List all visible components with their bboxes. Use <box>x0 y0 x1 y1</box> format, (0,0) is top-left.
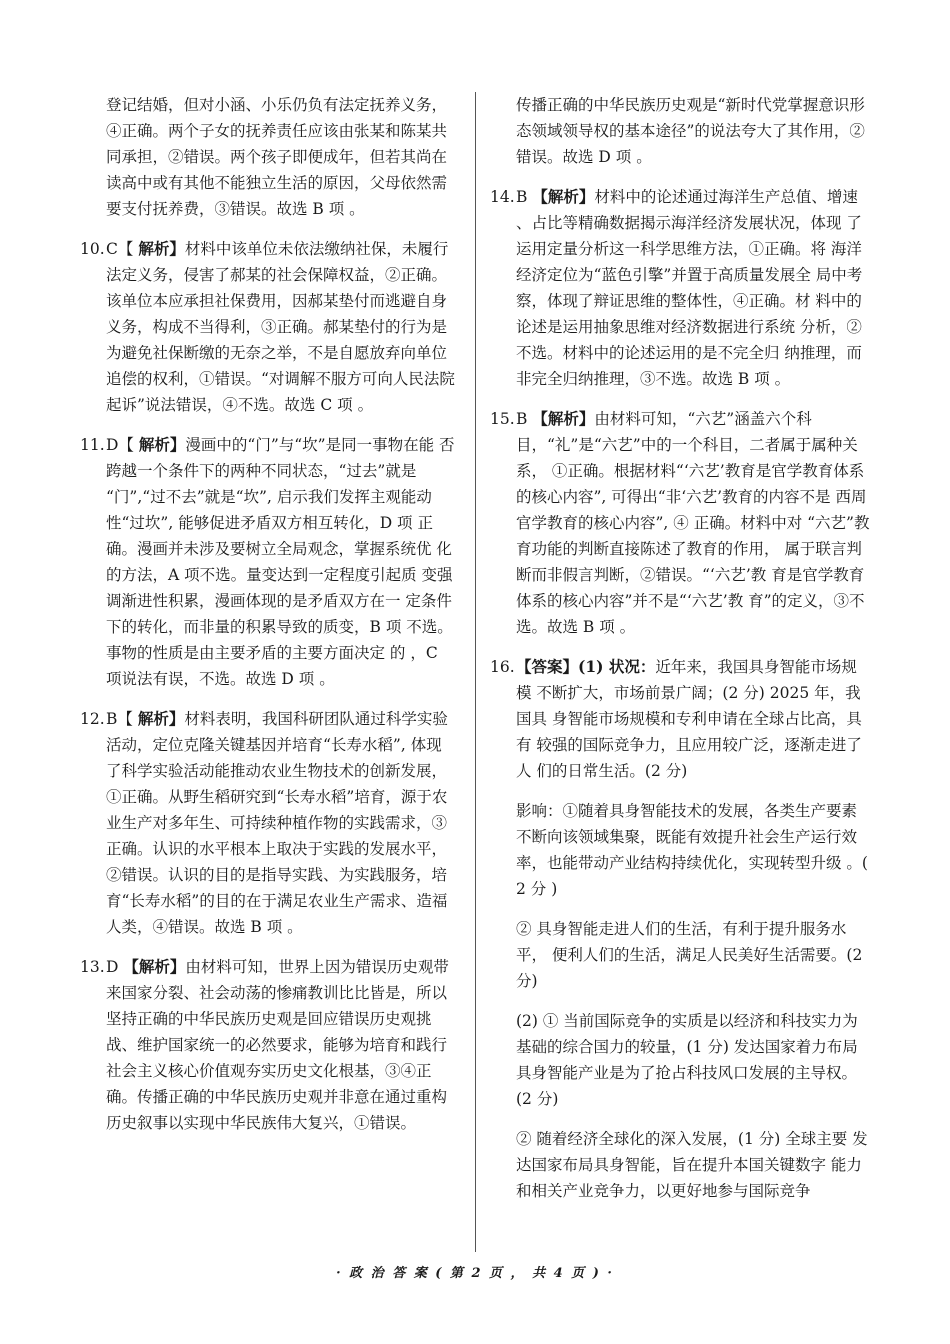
answer-letter: D【 <box>106 436 134 454</box>
answer-13-continuation: 传播正确的中华民族历史观是“新时代党掌握意识形态领域领导权的基本途径”的说法夸大了其作用，②错误。故选 D 项 。 <box>516 96 865 166</box>
answer-letter: C【 <box>106 240 134 258</box>
right-column <box>490 92 870 1218</box>
page-footer: · 政 治 答 案 ( 第 2 页 ， 共 4 页 ) · <box>336 1266 614 1281</box>
question-number: 12. <box>80 710 105 728</box>
answer-15 <box>490 406 870 640</box>
answer-tag: 【答案】 <box>516 657 579 676</box>
analysis-text: 由材料可知，“六艺”涵盖六个科目，“礼”是“六艺”中的一个科目，二者属于属种关系， ①正确。根据材料“‘六艺’教育是官学教育体系 的核心内容”, 可得出“非‘六艺’教育的内容不是 西周官学教育的核心内容”, ④ 正确。材料中对 “六艺”教育功能的判断直接陈述了教育的作用， 属于联言判断而非假言判断，②错误。“‘六艺’教 育是官学教育体系的核心内容”并不是“‘六艺’教 育”的定义，③不选。故选 B 项 。 <box>516 410 870 636</box>
answer-16-impact-1: 影响：①随着具身智能技术的发展，各类生产要素不断向该领域集聚，既能有效提升社会生产运行效率，也能带动产业结构持续优化，实现转型升级 。( 2 分 ) <box>516 802 868 898</box>
column-divider <box>475 92 476 1252</box>
answer-12 <box>80 706 455 940</box>
question-number: 11. <box>80 436 105 454</box>
analysis-tag: 【解析】 <box>532 409 595 428</box>
answer-16 <box>490 654 870 784</box>
answer-16-impact-2: ② 具身智能走进人们的生活，有利于提升服务水平， 便利人们的生活，满足人民美好生活需要。(2 分) <box>516 920 863 990</box>
answer-letter: B <box>516 188 528 206</box>
part1-text: 近年来，我国具身智能市场规模 不断扩大，市场前景广阔；(2 分) 2025 年，我国具 身智能市场规模和专利申请在全球占比高，具有 较强的国际竞争力，且应用较广泛，逐渐走进了人 们的日常生活。(2 分) <box>516 658 862 780</box>
analysis-text: 漫画中的“门”与“坎”是同一事物在能 否跨越一个条件下的两种不同状态，“过去”就是 “门”,“过不去”就是“坎”, 启示我们发挥主观能动 性“过坎”, 能够促进矛盾双方相互转化，D 项 正 确。漫画并未涉及要树立全局观念，掌握系统优 化的方法，A 项不选。量变达到一定程度引起质 变强调渐进性积累，漫画体现的是矛盾双方在一 定条件下的转化，而非量的积累导致的质变，B 项 不选。事物的性质是由主要矛盾的主要方面决定 的 ，C 项说法有误，不选。故选 D 项 。 <box>106 436 455 688</box>
answer-16-part2-2: ② 随着经济全球化的深入发展，(1 分) 全球主要 发达国家布局具身智能，旨在提升本国关键数字 能力和相关产业竞争力，以更好地参与国际竞争 <box>516 1130 868 1200</box>
analysis-text: 材料表明，我国科研团队通过科学实验活动，定位克隆关键基因并培育“长寿水稻”, 体现了科学实验活动能推动农业生物技术的创新发展，①正确。从野生稻研究到“长寿水稻”培育，源于农业生产对多年生、可持续种植作物的实践需求，③正确。认识的水平根本上取决于实践的发展水平，②错误。认识的目的是指导实践、为实践服务，培育“长寿水稻”的目的在于满足农业生产需求、造福人类，④错误。故选 B 项 。 <box>106 710 448 936</box>
analysis-tag: 解析】 <box>138 435 186 454</box>
question-number: 16. <box>490 658 515 676</box>
answer-letter: B <box>516 410 528 428</box>
analysis-text: 材料中该单位未依法缴纳社保，未履行法定义务，侵害了郝某的社会保障权益，②正确。该单位本应承担社保费用，因郝某垫付而逃避自身义务，构成不当得利，③正确。郝某垫付的行为是为避免社保断缴的无奈之举，不是自愿放弃向单位追偿的权利，①错误。“对调解不服方可向人民法院起诉”说法错误，④不选。故选 C 项 。 <box>106 240 455 414</box>
analysis-text: 由材料可知，世界上因为错误历史观带来国家分裂、社会动荡的惨痛教训比比皆是，所以坚持正确的中华民族历史观是回应错误历史观挑战、维护国家统一的必然要求，能够为培育和践行社会主义核心价值观夯实历史文化根基，③④正确。传播正确的中华民族历史观并非意在通过重构历史叙事以实现中华民族伟大复兴，①错误。 <box>106 958 449 1132</box>
question-number: 14. <box>490 188 515 206</box>
answer-letter: D <box>106 958 119 976</box>
analysis-tag: 解析】 <box>137 709 185 728</box>
analysis-tag: 【解析】 <box>123 957 186 976</box>
left-column <box>80 92 455 1150</box>
question-number: 10. <box>80 240 105 258</box>
answer-16-part2-1: (2) ① 当前国际竞争的实质是以经济和科技实力为基础的综合国力的较量，(1 分) 发达国家着力布局具身智能产业是为了抢占科技风口发展的主导权。(2 分) <box>516 1012 858 1108</box>
analysis-tag: 【解析】 <box>532 187 595 206</box>
answer-9-continuation: 登记结婚，但对小涵、小乐仍负有法定抚养义务，④正确。两个子女的抚养责任应该由张某和陈某共同承担，②错误。两个孩子即便成年，但若其尚在读高中或有其他不能独立生活的原因，父母依然需要支付抚养费，③错误。故选 B 项 。 <box>106 96 448 218</box>
answer-13 <box>80 954 455 1136</box>
part1-label: (1) 状况： <box>578 657 656 676</box>
answer-11 <box>80 432 455 692</box>
analysis-text: 材料中的论述通过海洋生产总值、增速 、占比等精确数据揭示海洋经济发展状况，体现 了运用定量分析这一科学思维方法，①正确。将 海洋经济定位为“蓝色引擎”并置于高质量发展全 局中考察，体现了辩证思维的整体性，④正确。材 料中的论述是运用抽象思维对经济数据进行系统 分析，②不选。材料中的论述运用的是不完全归 纳推理，而非完全归纳推理，③不选。故选 B 项 。 <box>516 188 863 388</box>
analysis-tag: 解析】 <box>138 239 185 258</box>
answer-letter: B【 <box>106 710 133 728</box>
answer-14 <box>490 184 870 392</box>
answer-10 <box>80 236 455 418</box>
question-number: 13. <box>80 958 105 976</box>
question-number: 15. <box>490 410 515 428</box>
